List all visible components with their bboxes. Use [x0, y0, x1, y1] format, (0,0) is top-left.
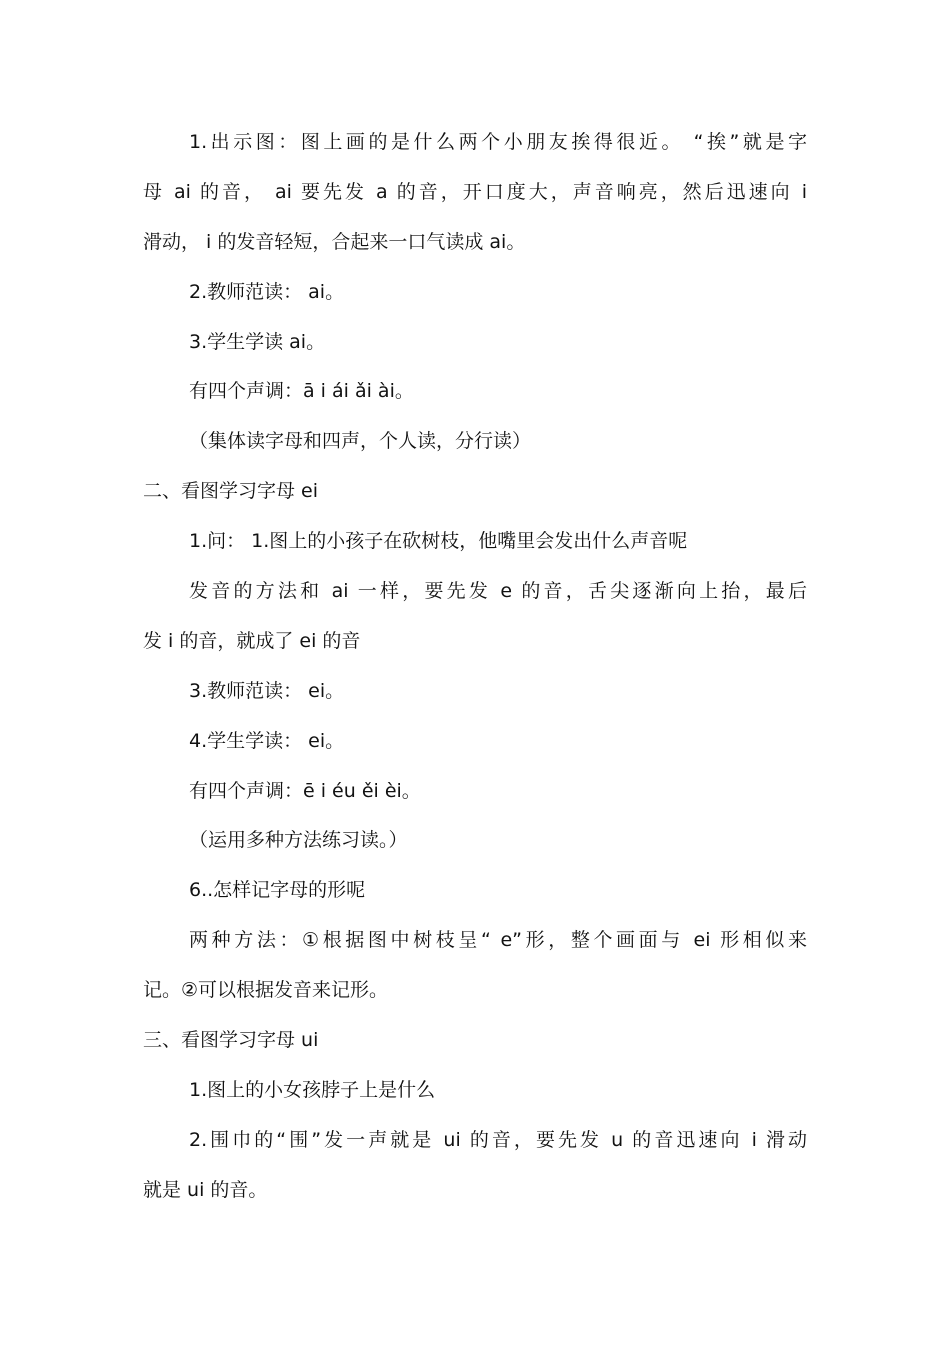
section-heading-ui: 三、看图学习字母 ui: [143, 1029, 319, 1052]
text-line-15: （运用多种方法练习读。）: [189, 829, 408, 852]
text-line-18: 记。②可以根据发音来记形。: [143, 979, 389, 1002]
text-line-14: 有四个声调：ē i éu ěi èi。: [189, 779, 421, 802]
text-line-21: 2.围巾的“围”发一声就是 ui 的音，要先发 u 的音迅速向 i 滑动: [189, 1128, 807, 1151]
text-line-11: 发 i 的音，就成了 ei 的音: [143, 629, 361, 652]
text-line-1: 1.出示图：图上画的是什么两个小朋友挨得很近。 “挨”就是字: [189, 131, 807, 153]
text-line-4: 2.教师范读： ai。: [189, 280, 345, 303]
text-line-7: （集体读字母和四声，个人读，分行读）: [189, 430, 532, 453]
text-line-6: 有四个声调：ā i ái ǎi ài。: [189, 380, 414, 403]
text-line-16: 6..怎样记字母的形呢: [189, 879, 366, 902]
document-body: [143, 118, 807, 1216]
text-line-10: 发音的方法和 ai 一样，要先发 e 的音，舌尖逐渐向上抬，最后: [189, 580, 807, 603]
section-heading-ei: 二、看图学习字母 ei: [143, 480, 319, 503]
text-line-2: 母 ai 的音， ai 要先发 a 的音，开口度大，声音响亮，然后迅速向 i: [143, 180, 807, 203]
text-line-22: 就是 ui 的音。: [143, 1178, 268, 1201]
text-line-3: 滑动， i 的发音轻短，合起来一口气读成 ai。: [143, 230, 526, 253]
text-line-5: 3.学生学读 ai。: [189, 330, 326, 353]
text-line-20: 1.图上的小女孩脖子上是什么: [189, 1078, 436, 1101]
text-line-17: 两种方法：①根据图中树枝呈“ e”形，整个画面与 ei 形相似来: [189, 929, 807, 952]
text-line-13: 4.学生学读： ei。: [189, 729, 345, 752]
text-line-12: 3.教师范读： ei。: [189, 679, 345, 702]
text-line-9: 1.问： 1.图上的小孩子在砍树枝，他嘴里会发出什么声音呢: [189, 530, 688, 553]
